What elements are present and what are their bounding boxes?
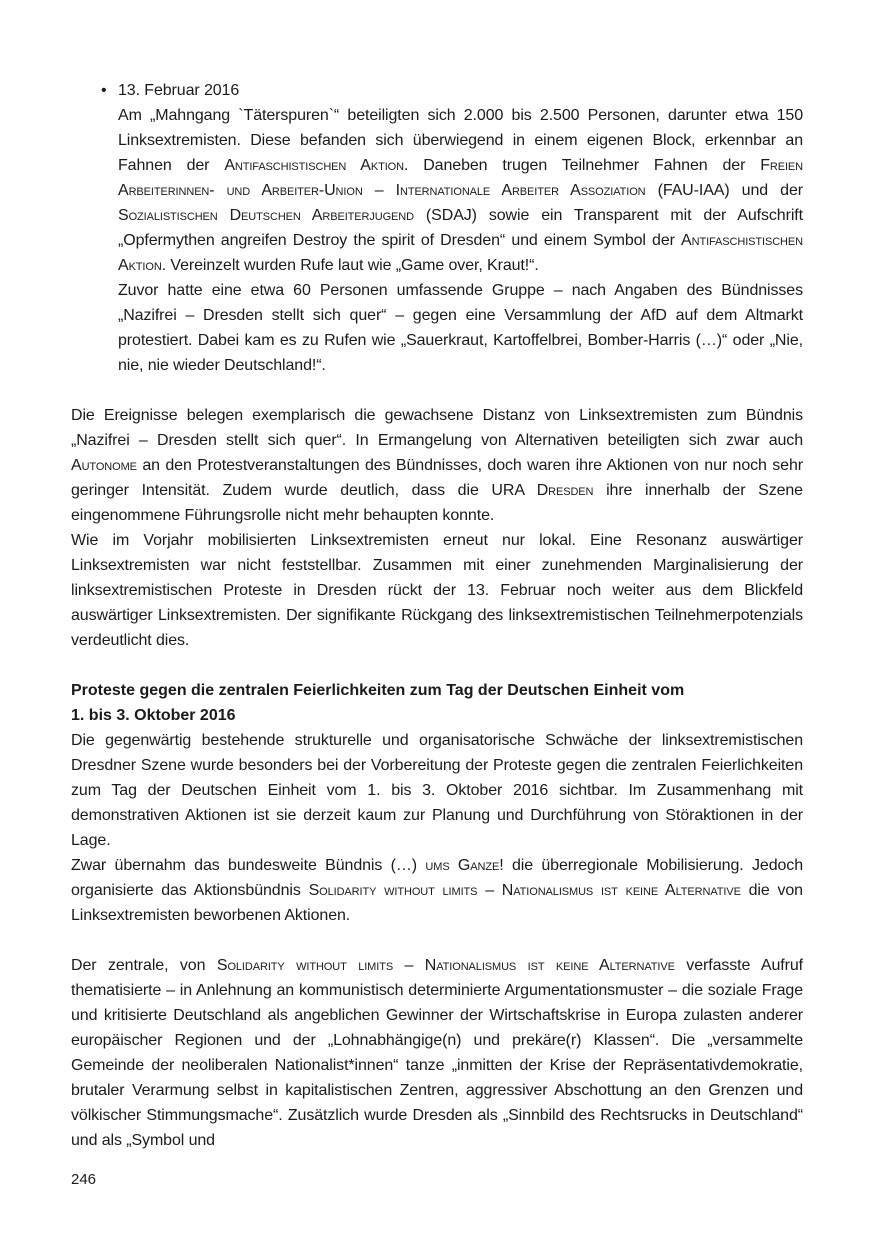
spacer	[71, 928, 803, 953]
paragraph: Zwar übernahm das bundesweite Bündnis (…) ums Ganze! die überregionale Mobilisierung. Jedoch organisierte das Aktionsbündnis Solidarity without limits – Nationalismus ist keine Alternative die von Linksextremisten beworbenen Aktionen.	[71, 857, 803, 924]
paragraph: Der zentrale, von Solidarity without limits – Nationalismus ist keine Alternative verfasste Aufruf thematisierte – in Anlehnung an kommunistisch determinierte Argumentationsmuster – die soziale Frage und kritisierte Deutschland als angeblichen Gewinner der Wirtschaftskrise in Europa zulasten anderer europäischer Regionen und der „Lohnabhängige(n) und prekäre(r) Klassen“. Die „versammelte Gemeinde der neoliberalen Nationalist*innen“ tanze „inmitten der Krise der Repräsentativdemokratie, brutaler Verarmung selbst in kapitalistischen Zentren, aggressiver Abschottung an den Grenzen und völkischer Stimmungsmache“. Zusätzlich wurde Dresden als „Sinnbild des Rechtsrucks in Deutschland“ und als „Symbol und	[71, 957, 804, 1149]
bullet-date: 13. Februar 2016	[118, 82, 240, 99]
paragraph: Die gegenwärtig bestehende strukturelle und organisatorische Schwäche der linksextremistischen Dresdner Szene wurde besonders bei der Vorbereitung der Proteste gegen die zentralen Feierlichkeiten zum Tag der Deutschen Einheit vom 1. bis 3. Oktober 2016 sichtbar. Im Zusammenhang mit demonstrativen Aktionen ist sie derzeit kaum zur Planung und Durchführung von Störaktionen in der Lage.	[71, 732, 803, 849]
org-name: Freien Arbeiterinnen- und Arbeiter-Union – Internationale Arbeiter Assoziation	[118, 157, 804, 199]
spacer	[71, 378, 803, 403]
org-name: Antifaschistischen Aktion	[224, 157, 404, 174]
org-name: Antifaschistischen Aktion	[118, 232, 803, 274]
bullet-paragraph-2: Zuvor hatte eine etwa 60 Personen umfassende Gruppe – nach Angaben des Bündnisses „Nazifrei – Dresden stellt sich quer“ – gegen eine Versammlung der AfD auf dem Altmarkt protestiert. Dabei kam es zu Rufen wie „Sauerkraut, Kartoffelbrei, Bomber-Harris (…)“ oder „Nie, nie, nie wieder Deutschland!“.	[118, 282, 803, 374]
bullet-paragraph-1: Am „Mahngang `Täterspuren`“ beteiligten sich 2.000 bis 2.500 Personen, darunter etwa 150 Linksextremisten. Diese befanden sich überwiegend in einem eigenen Block, erkennbar an Fahnen der Antifaschistischen Aktion. Daneben trugen Teilnehmer Fahnen der Freien Arbeiterinnen- und Arbeiter-Union – Internationale Arbeiter Assoziation (FAU-IAA) und der Sozialistischen Deutschen Arbeiterjugend (SDAJ) sowie ein Transparent mit der Aufschrift „Opfermythen angreifen Destroy the spirit of Dresden“ und einem Symbol der Antifaschistischen Aktion. Vereinzelt wurden Rufe laut wie „Game over, Kraut!“.	[118, 107, 804, 274]
document-body	[71, 78, 803, 1153]
org-name: Sozialistischen Deutschen Arbeiterjugend	[118, 207, 414, 224]
org-name: ums Ganze!	[425, 857, 504, 874]
bullet-icon: •	[101, 82, 107, 99]
org-name: Dresden	[536, 482, 594, 499]
bullet-list-item	[71, 78, 803, 378]
org-name: Solidarity without limits – Nationalismus ist keine Alternative	[216, 957, 675, 974]
paragraph: Die Ereignisse belegen exemplarisch die gewachsene Distanz von Linksextremisten zum Bündnis „Nazifrei – Dresden stellt sich quer“. In Ermangelung von Alternativen beteiligten sich zwar auch Autonome an den Protestveranstaltungen des Bündnisses, doch waren ihre Aktionen von nur noch sehr geringer Intensität. Zudem wurde deutlich, dass die URA Dresden ihre innerhalb der Szene eingenommene Führungsrolle nicht mehr behaupten konnte.	[71, 407, 803, 524]
paragraph: Wie im Vorjahr mobilisierten Linksextremisten erneut nur lokal. Eine Resonanz auswärtiger Linksextremisten war nicht feststellbar. Zusammen mit einer zunehmenden Marginalisierung der linksextremistischen Proteste in Dresden rückt der 13. Februar noch weiter aus dem Blickfeld auswärtiger Linksextremisten. Der signifikante Rückgang des linksextremistischen Teilnehmerpotenzials verdeutlicht dies.	[71, 532, 803, 649]
page-number: 246	[71, 1171, 97, 1188]
spacer	[71, 653, 803, 678]
section-heading: Proteste gegen die zentralen Feierlichkeiten zum Tag der Deutschen Einheit vom 1. bis 3. Oktober 2016	[71, 682, 685, 724]
org-name: Solidarity without limits – Nationalismus ist keine Alternative	[308, 882, 741, 899]
org-name: Autonome	[71, 457, 137, 474]
